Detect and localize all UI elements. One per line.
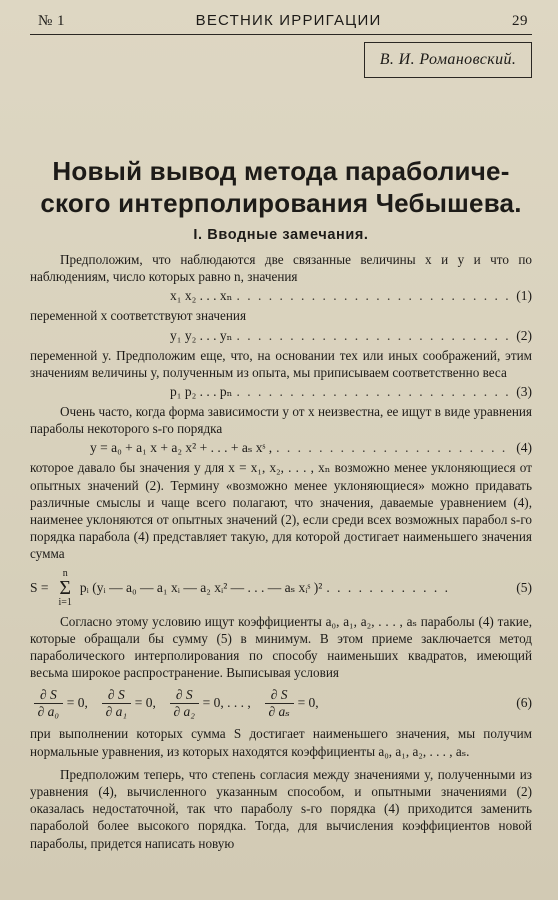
equation-4-number: (4) (516, 440, 532, 456)
leader-dots (237, 326, 513, 346)
equation-1-body: x₁ x₂ . . . xₙ (170, 288, 233, 304)
partial-fraction-a2: $\frac{\partial S}{\text{∂ a₂}}$ (170, 687, 199, 720)
equation-1 (30, 286, 532, 306)
article-title (30, 155, 532, 219)
equation-2 (30, 326, 532, 346)
paragraph-4: Очень часто, когда форма зависимости y от x неизвестна, ее ищут в виде уравнения параболы некоторого s-го порядка (30, 404, 532, 437)
paragraph-3: переменной y. Предположим еще, что, на основании тех или иных соображений, этим значениям величины y, полученным из опыта, мы приписываем соответственно веса (30, 347, 532, 380)
title-line-1: Новый вывод метода параболиче- (52, 156, 510, 186)
sum-upper-limit: n (62, 567, 68, 579)
equation-6-number: (6) (516, 695, 532, 711)
leader-dots (237, 286, 513, 306)
leader-dots: . . . . . . . . . . . . (326, 579, 450, 595)
equation-5-body: pᵢ (yᵢ — a₀ — a₁ xᵢ — a₂ xᵢ² — . . . — aₛ xᵢˢ )² (79, 579, 323, 595)
sum-lower-limit: i=1 (58, 596, 72, 608)
partial-fraction-as: $\frac{\partial S}{\text{∂ aₛ}}$ (265, 687, 294, 720)
page-number: 29 (512, 13, 528, 29)
running-header (30, 12, 532, 35)
partial-fraction-a1: $\frac{\partial S}{\text{∂ a₁}}$ (102, 687, 131, 720)
equation-5-lhs: S = (30, 579, 49, 595)
section-heading: I. Вводные замечания. (193, 227, 369, 243)
journal-name: ВЕСТНИК ИРРИГАЦИИ (195, 12, 382, 29)
paragraph-6: Согласно этому условию ищут коэффициенты a₀, a₁, a₂, . . . , aₛ параболы (4) такие, которые обращали бы сумму (5) в минимум. В этом приеме заключается метод параболического интерполирования по способу наименьших квадратов, имеющий весьма широкое распространение. Выписывая условия (30, 613, 532, 681)
equation-2-number: (2) (516, 327, 532, 343)
equation-6: $\frac{\partial S}{\text{∂ a₀}}$ = 0, $\frac{\partial S}{\text{∂ a₁}}$ = 0, $\frac{\partial S}{\text{∂ a₂}}$ = 0, . . . , $\frac{\partial S}{\text{∂ aₛ}}$ = 0, (6) (30, 683, 532, 723)
author-box (364, 42, 532, 78)
equation-4-body: y = a₀ + a₁ x + a₂ x² + . . . + aₛ xˢ , (90, 440, 273, 456)
paragraph-1: Предположим, что наблюдаются две связанные величины x и y и что по наблюдениям, число которых равно n, значения (30, 252, 532, 285)
title-line-2: ского интерполирования Чебышева. (40, 188, 522, 218)
paragraph-2: переменной x соответствуют значения (30, 308, 247, 324)
paragraph-5: которое давало бы значения y для x = x₁, x₂, . . . , xₙ возможно менее уклоняющиеся от опытных значений (2). Термину «возможно менее уклоняющиеся» можно придавать различные смыслы и чаще всего полагают, что значения, даваемые уравнением (4), наименее уклоняются от опытных значений (2), если среди всех возможных парабол s-го порядка парабола (4) представляет такую, для которой достигает наименьшего значения сумма (30, 460, 532, 562)
equation-5-number: (5) (516, 579, 532, 595)
leader-dots (237, 382, 513, 402)
equation-5 (30, 565, 532, 611)
equation-3 (30, 382, 532, 402)
equation-1-number: (1) (516, 288, 532, 304)
equation-3-number: (3) (516, 384, 532, 400)
issue-number: № 1 (38, 13, 66, 29)
equation-3-body: p₁ p₂ . . . pₙ (170, 384, 233, 400)
leader-dots (276, 438, 512, 458)
author-name: В. И. Романовский. (379, 51, 517, 68)
sigma-symbol (59, 568, 72, 608)
partial-fraction-a0: $\frac{\partial S}{\text{∂ a₀}}$ (34, 687, 63, 720)
equation-4 (30, 438, 532, 458)
paragraph-7: при выполнении которых сумма S достигает наименьшего значения, мы получим нормальные уравнения, из которых находятся коэффициенты a₀, a₁, a₂, . . . , aₛ. (30, 726, 532, 759)
sigma-icon: Σ (59, 576, 72, 599)
paragraph-8: Предположим теперь, что степень согласия между значениями y, полученными из уравнения (4), вычисленного указанным способом, и опытными значениями (2) оказалась недостаточной, так что параболу s-го порядка (4) приходится заменить параболой более высокого порядка. Тогда, для вычисления коэффициентов новой параболы, придется написать новую (30, 766, 532, 851)
equation-2-body: y₁ y₂ . . . yₙ (170, 327, 233, 343)
